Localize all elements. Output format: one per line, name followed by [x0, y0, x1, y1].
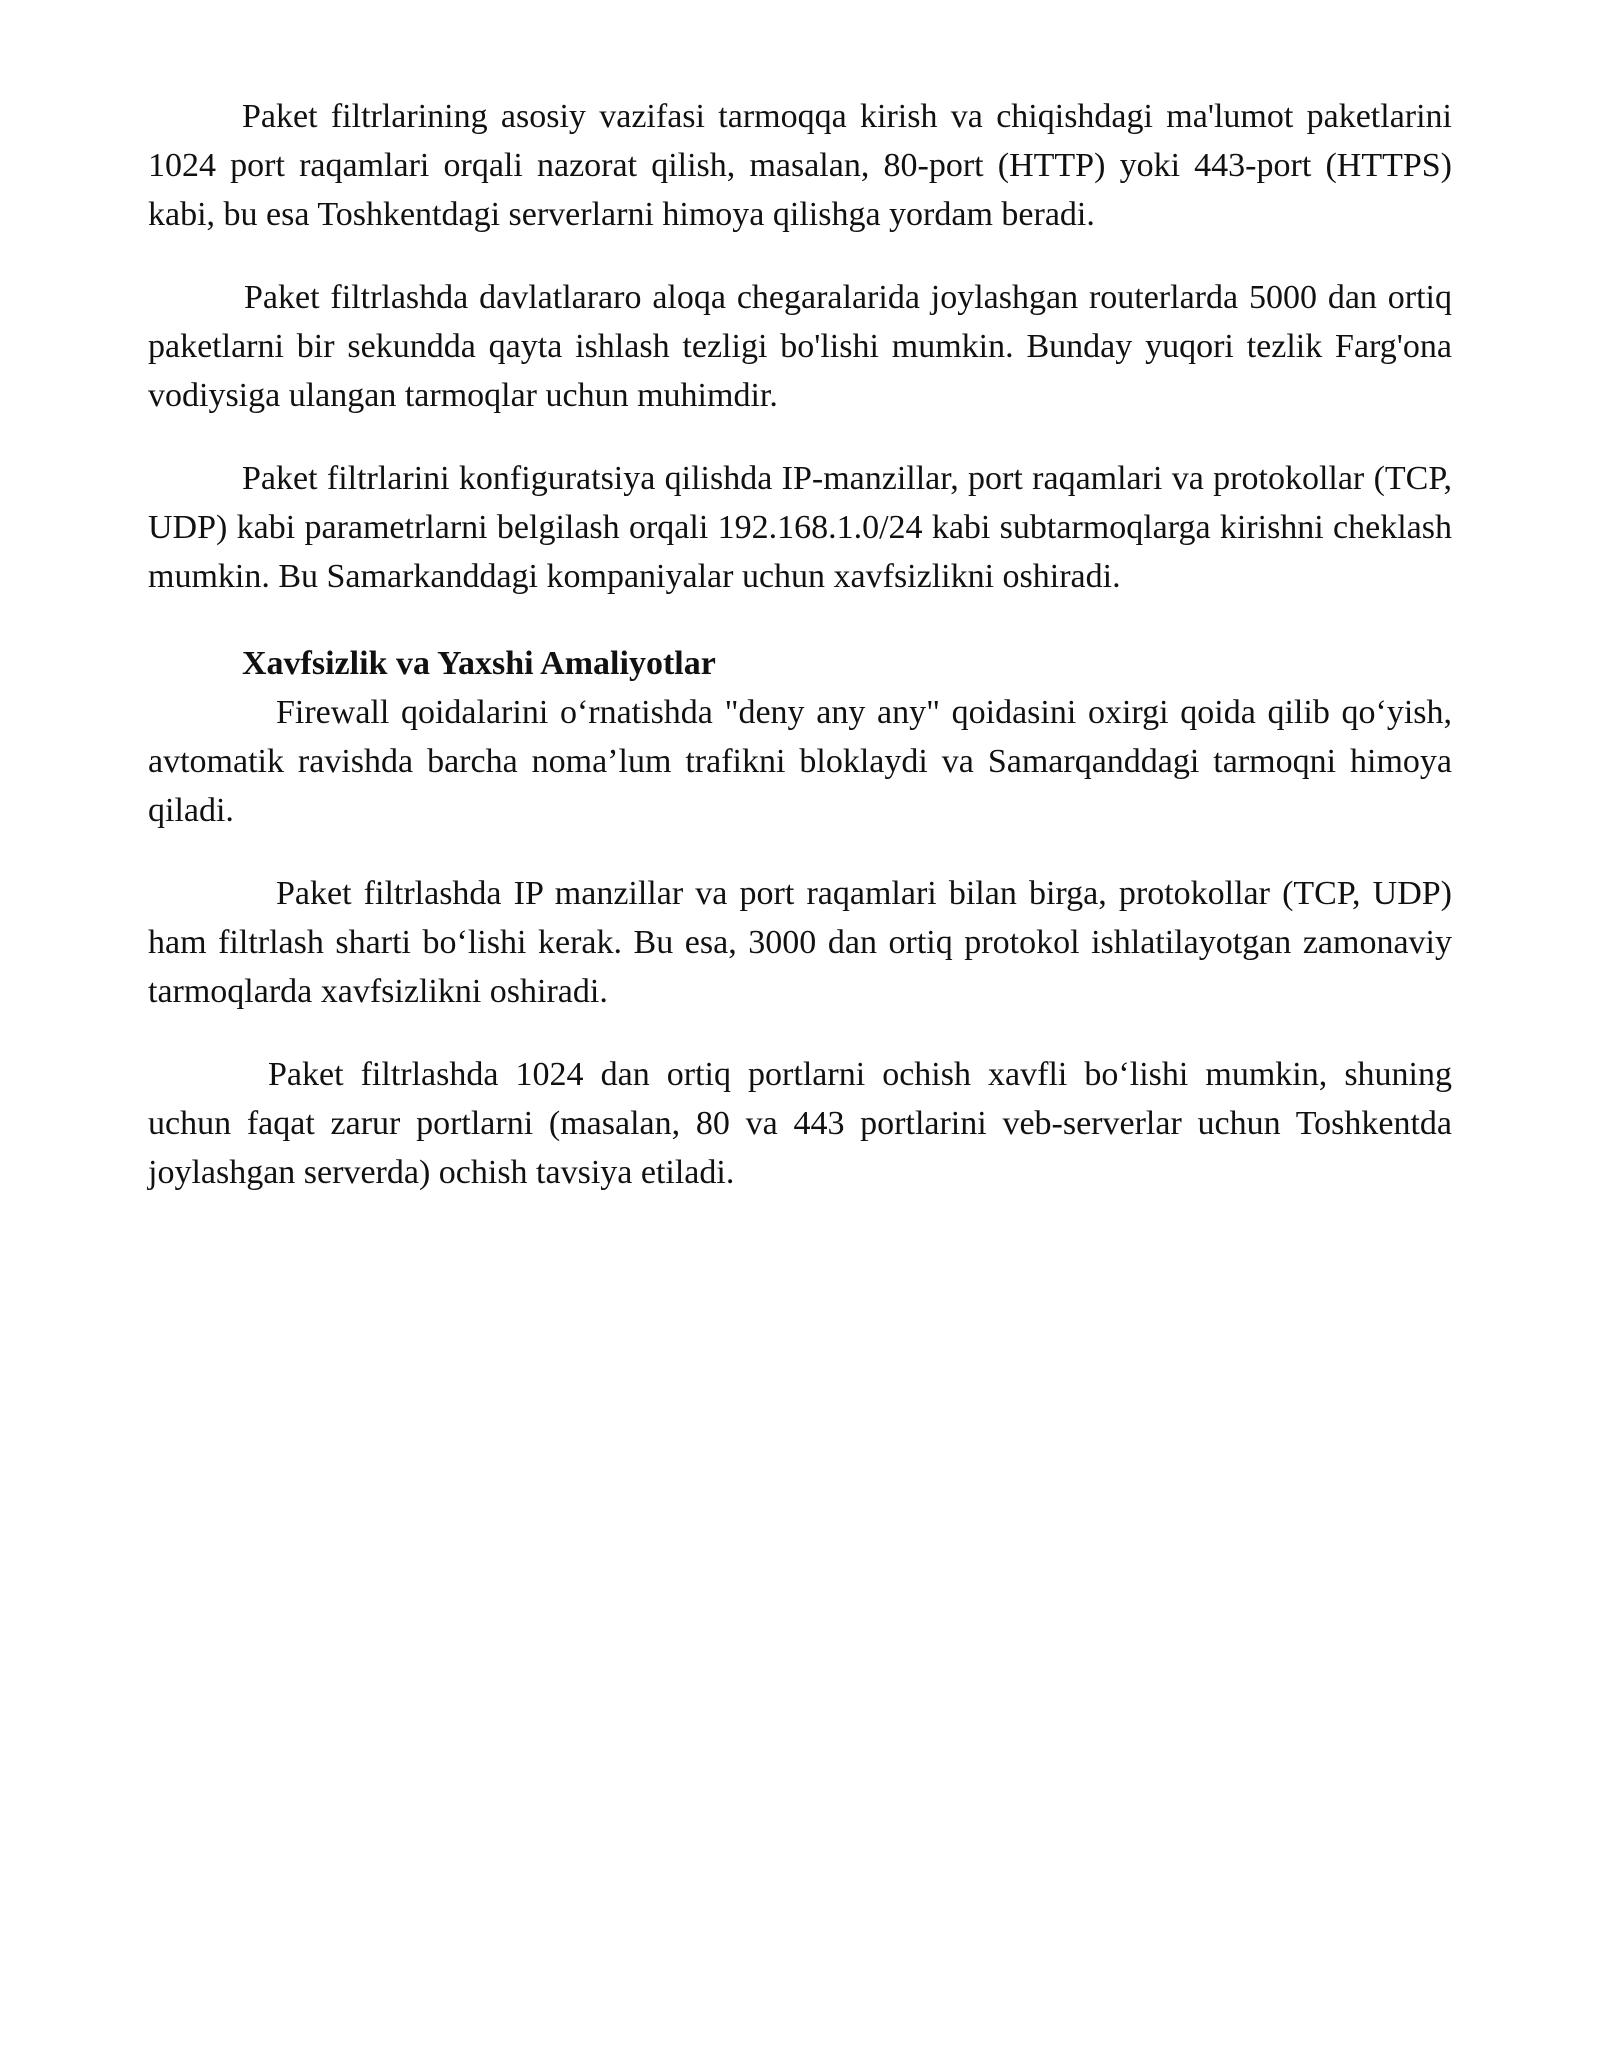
paragraph-packet-filter-purpose: Paket filtrlarining asosiy vazifasi tarmoqqa kirish va chiqishdagi ma'lumot paketlarini 1024 port raqamlari orqali nazorat qilish, masalan, 80-port (HTTP) yoki 443-port (HTTPS) kabi, bu esa Toshkentdagi serverlarni himoya qilishga yordam beradi. — [148, 98, 1452, 233]
document-body — [148, 92, 1452, 1231]
paragraph-protocol-filtering: Paket filtrlashda IP manzillar va port raqamlari bilan birga, protokollar (TCP, UDP) ham filtrlash sharti bo‘lishi kerak. Bu esa, 3000 dan ortiq protokol ishlatilayotgan zamonaviy tarmoqlarda xavfsizlikni oshiradi. — [148, 875, 1452, 1010]
paragraph-port-opening-risk: Paket filtrlashda 1024 dan ortiq portlarni ochish xavfli bo‘lishi mumkin, shuning uchun faqat zarur portlarni (masalan, 80 va 443 portlarini veb-serverlar uchun Toshkentda joylashgan serverda) ochish tavsiya etiladi. — [148, 1056, 1452, 1191]
paragraph-firewall-rules: Firewall qoidalarini o‘rnatishda "deny any any" qoidasini oxirgi qoida qilib qo‘yish, avtomatik ravishda barcha noma’lum trafikni bloklaydi va Samarqanddagi tarmoqni himoya qiladi. — [148, 694, 1452, 829]
paragraph-packet-filter-speed: Paket filtrlashda davlatlararo aloqa chegaralarida joylashgan routerlarda 5000 dan ortiq paketlarni bir sekundda qayta ishlash tezligi bo'lishi mumkin. Bunday yuqori tezlik Farg'ona vodiysiga ulangan tarmoqlar uchun muhimdir. — [148, 279, 1452, 414]
section-heading: Xavfsizlik va Yaxshi Amaliyotlar — [242, 645, 716, 682]
paragraph-packet-filter-configuration: Paket filtrlarini konfiguratsiya qilishda IP-manzillar, port raqamlari va protokollar (TCP, UDP) kabi parametrlarni belgilash orqali 192.168.1.0/24 kabi subtarmoqlarga kirishni cheklash mumkin. Bu Samarkanddagi kompaniyalar uchun xavfsizlikni oshiradi. — [148, 460, 1452, 595]
